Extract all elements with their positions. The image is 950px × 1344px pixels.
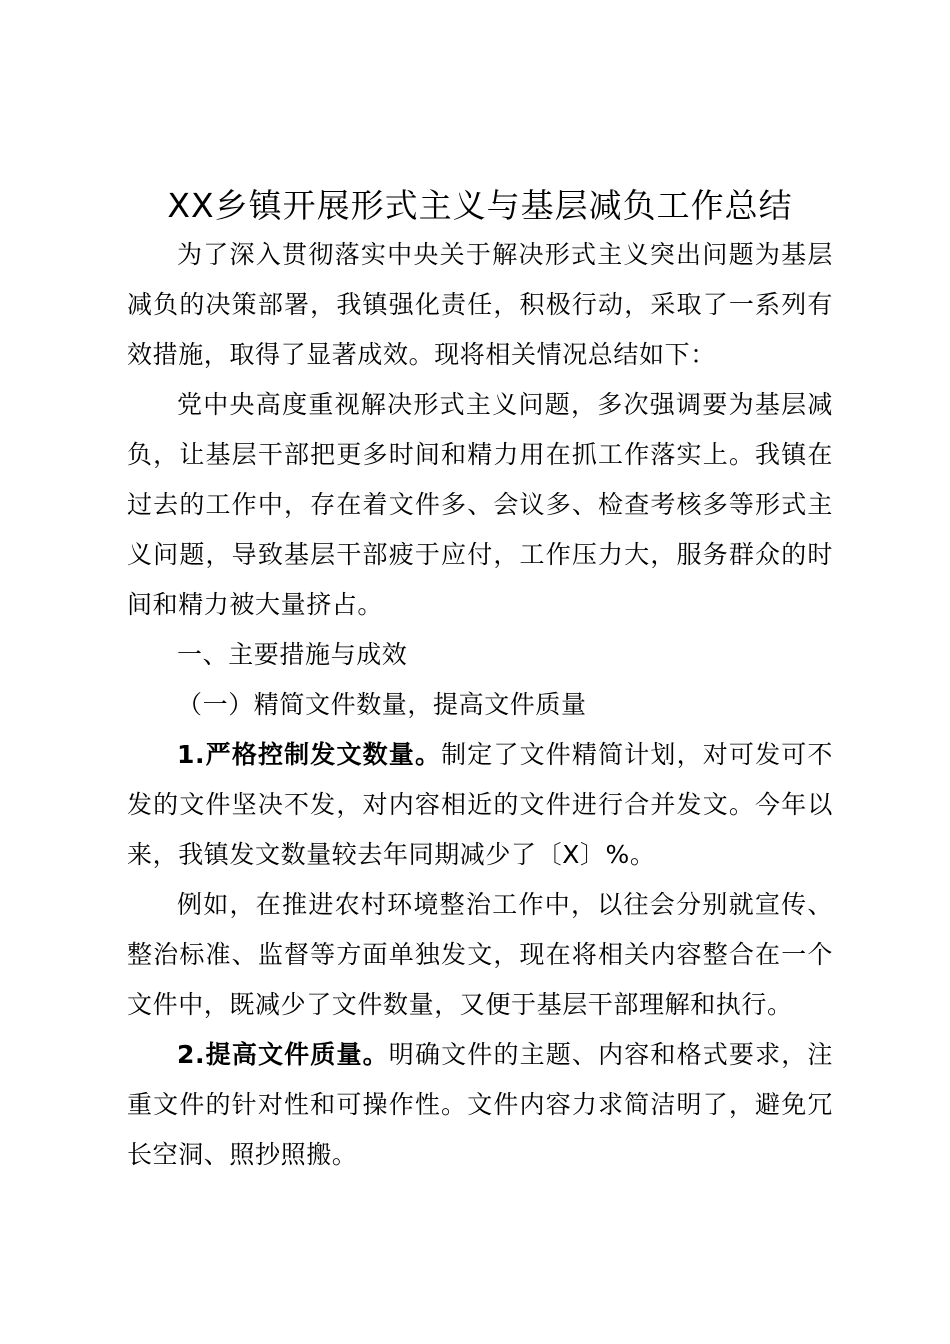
paragraph-text: 党中央高度重视解决形式主义问题，多次强调要为基层减负，让基层干部把更多时间和精力用在抓工作落实上。我镇在过去的工作中，存在着文件多、会议多、检查考核多等形式主义问题，导致基层干部疲于应付，工作压力大，服务群众的时间和精力被大量挤占。	[127, 390, 833, 619]
paragraph-example	[127, 880, 833, 1030]
paragraph-text: 为了深入贯彻落实中央关于解决形式主义突出问题为基层减负的决策部署，我镇强化责任，积极行动，采取了一系列有效措施，取得了显著成效。现将相关情况总结如下：	[127, 240, 833, 369]
section-heading-text: 一、主要措施与成效	[177, 640, 408, 669]
paragraph-intro	[127, 230, 833, 380]
item-lead: 1.严格控制发文数量。	[177, 740, 442, 769]
section-heading	[127, 630, 833, 680]
paragraph-text: 明确文件的主题、内容和格式要求，注重文件的针对性和可操作性。文件内容力求简洁明了，避免冗长空洞、照抄照搬。	[127, 1040, 833, 1169]
item-lead: 2.提高文件质量。	[177, 1040, 389, 1069]
document-title: XX乡镇开展形式主义与基层减负工作总结	[167, 186, 793, 225]
paragraph-text: 例如，在推进农村环境整治工作中，以往会分别就宣传、整治标准、监督等方面单独发文，现在将相关内容整合在一个文件中，既减少了文件数量，又便于基层干部理解和执行。	[127, 890, 833, 1019]
paragraph-item-2	[127, 1030, 833, 1180]
subsection-heading	[127, 680, 833, 730]
paragraph-background	[127, 380, 833, 630]
subsection-heading-text: （一）精简文件数量，提高文件质量	[177, 690, 587, 719]
paragraph-text: 制定了文件精简计划，对可发可不发的文件坚决不发，对内容相近的文件进行合并发文。今年以来，我镇发文数量较去年同期减少了〔X〕%。	[127, 740, 833, 869]
paragraph-item-1	[127, 730, 833, 880]
document-body	[127, 230, 833, 1180]
